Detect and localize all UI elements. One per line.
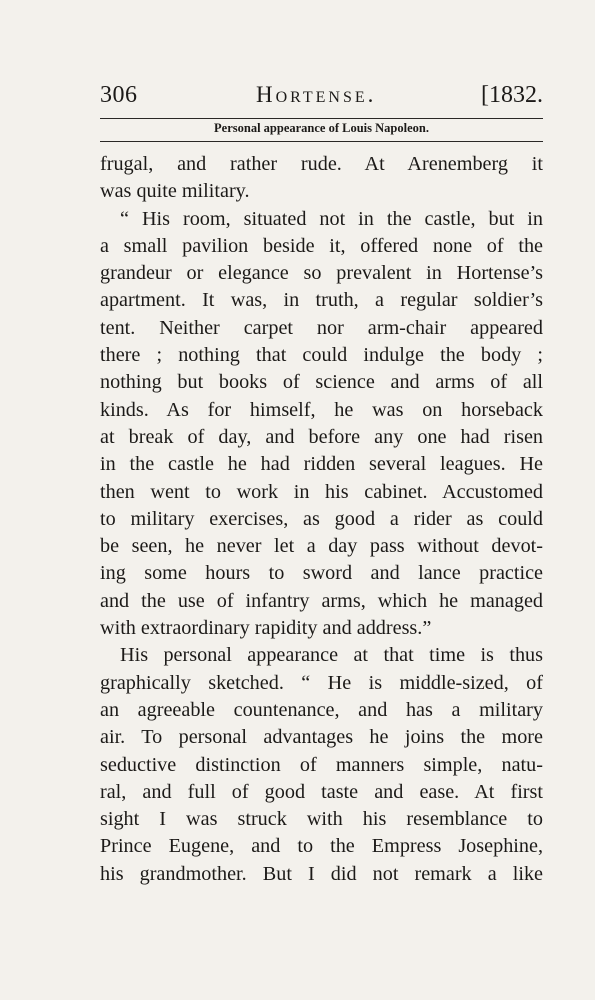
text-line: air. To personal advantages he joins the more (100, 726, 543, 749)
section-subheading: Personal appearance of Louis Napoleon. (214, 121, 429, 135)
text-line: kinds. As for himself, he was on horseback (100, 398, 543, 421)
text-line: in the castle he had ridden several leagues. He (100, 453, 543, 476)
text-line: a small pavilion beside it, offered none of the (100, 234, 543, 257)
header-year: [1832. (481, 82, 543, 108)
text-line: his grandmother. But I did not remark a like (100, 862, 543, 885)
text-line: an agreeable countenance, and has a military (100, 698, 543, 721)
text-line: His personal appearance at that time is thus (120, 644, 543, 667)
text-line: Prince Eugene, and to the Empress Josephine, (100, 835, 543, 858)
text-line: “ His room, situated not in the castle, but in (120, 207, 543, 230)
text-line: and the use of infantry arms, which he managed (100, 589, 543, 612)
text-line: graphically sketched. “ He is middle-sized, of (100, 671, 543, 694)
header-rule-top (100, 118, 543, 119)
header-rule-bottom (100, 141, 543, 142)
text-line: ral, and full of good taste and ease. At first (100, 780, 543, 803)
text-line: to military exercises, as good a rider as could (100, 507, 543, 530)
text-line: then went to work in his cabinet. Accustomed (100, 480, 543, 503)
body-text (100, 151, 543, 888)
text-line: apartment. It was, in truth, a regular soldier’s (100, 289, 543, 312)
text-line: sight I was struck with his resemblance to (100, 808, 543, 831)
text-line: at break of day, and before any one had risen (100, 425, 543, 448)
text-line: nothing but books of science and arms of all (100, 371, 543, 394)
text-line: seductive distinction of manners simple, natu- (100, 753, 543, 776)
text-line: with extraordinary rapidity and address.” (100, 617, 432, 640)
page-header (100, 80, 543, 114)
text-line: was quite military. (100, 180, 250, 203)
page-number: 306 (100, 82, 138, 108)
text-line: grandeur or elegance so prevalent in Hortense’s (100, 262, 543, 285)
text-line: tent. Neither carpet nor arm-chair appeared (100, 316, 543, 339)
text-line: frugal, and rather rude. At Arenemberg it (100, 153, 543, 175)
text-line: be seen, he never let a day pass without devot- (100, 535, 543, 558)
text-line: there ; nothing that could indulge the body ; (100, 344, 543, 367)
text-line: ing some hours to sword and lance practice (100, 562, 543, 585)
running-title: Hortense. (256, 82, 377, 107)
